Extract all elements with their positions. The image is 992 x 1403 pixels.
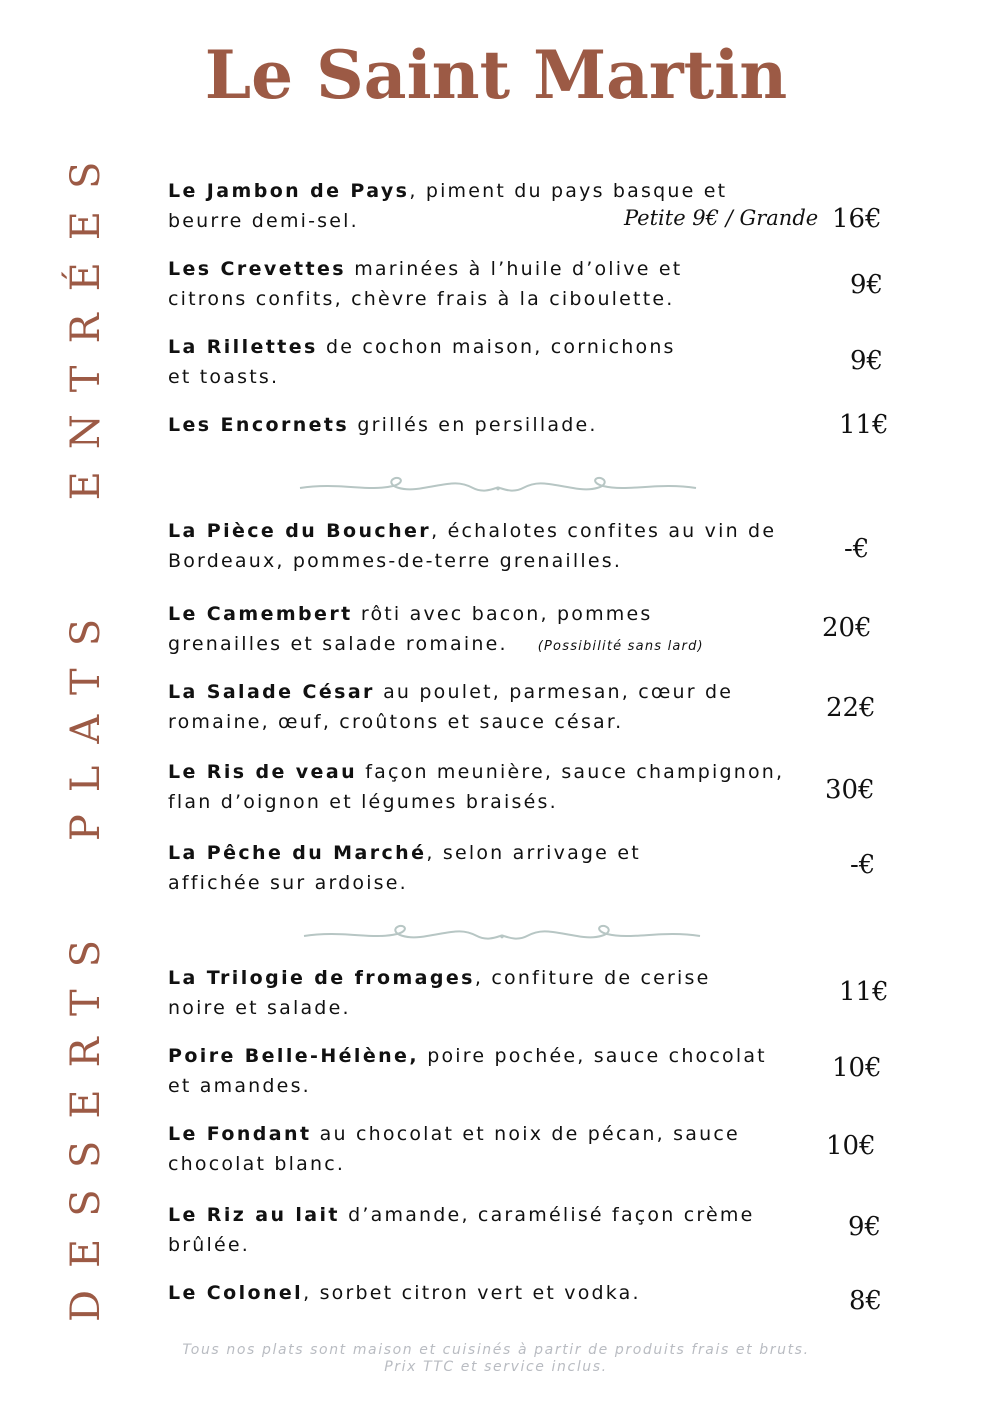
item-text: , piment du pays basque et beurre demi-sel. <box>168 180 728 232</box>
item-price: 30€ <box>825 775 875 805</box>
item-description <box>168 599 768 662</box>
item-name: Les Encornets <box>168 414 350 436</box>
item-price: 11€ <box>839 977 889 1007</box>
item-name: Le Fondant <box>168 1123 312 1145</box>
section-label-plats: PLATS <box>63 596 109 842</box>
item-name: Les Crevettes <box>168 258 346 280</box>
item-text: au poulet, parmesan, cœur de romaine, œuf, croûtons et sauce césar. <box>168 681 734 733</box>
item-price: 9€ <box>848 1212 882 1242</box>
item-price: 9€ <box>850 270 884 300</box>
item-description <box>168 254 768 314</box>
item-name: La Pièce du Boucher <box>168 520 432 542</box>
item-name: La Pêche du Marché <box>168 842 427 864</box>
item-name: Poire Belle-Hélène, <box>168 1045 419 1067</box>
item-description <box>168 1041 768 1101</box>
item-price: -€ <box>850 850 876 880</box>
item-size-prices: Petite 9€ / Grande <box>624 206 819 230</box>
item-name: La Rillettes <box>168 336 318 358</box>
item-text: poire pochée, sauce chocolat et amandes. <box>168 1045 767 1097</box>
ornament-divider <box>298 470 698 502</box>
item-text: , sorbet citron vert et vodka. <box>303 1282 641 1304</box>
item-price: 20€ <box>822 613 872 643</box>
item-text: rôti avec bacon, pommes grenailles et salade romaine. <box>168 603 653 655</box>
item-name: Le Riz au lait <box>168 1204 340 1226</box>
item-price: 10€ <box>832 1053 882 1083</box>
item-text: marinées à l’huile d’olive et citrons confits, chèvre frais à la ciboulette. <box>168 258 683 310</box>
item-price: 16€ <box>832 204 882 234</box>
item-name: La Salade César <box>168 681 375 703</box>
footer-line-2: Prix TTC et service inclus. <box>384 1359 608 1375</box>
item-description <box>168 516 788 576</box>
item-text: d’amande, caramélisé façon crème brûlée. <box>168 1204 755 1256</box>
item-text: grillés en persillade. <box>349 414 598 436</box>
item-text: façon meunière, sauce champignon, flan d’oignon et légumes braisés. <box>168 761 785 813</box>
item-description <box>168 757 788 817</box>
item-description <box>168 677 758 737</box>
section-label-desserts: DESSERTS <box>63 917 109 1323</box>
item-text: au chocolat et noix de pécan, sauce chocolat blanc. <box>168 1123 740 1175</box>
item-text: de cochon maison, cornichons et toasts. <box>168 336 676 388</box>
item-name: Le Colonel <box>168 1282 304 1304</box>
item-price: -€ <box>844 534 870 564</box>
item-price: 10€ <box>826 1131 876 1161</box>
item-text: , confiture de cerise noire et salade. <box>168 967 711 1019</box>
item-price: 11€ <box>839 410 889 440</box>
item-price: 8€ <box>849 1286 883 1316</box>
footer-line-1: Tous nos plats sont maison et cuisinés à partir de produits frais et bruts. <box>182 1342 810 1358</box>
item-description <box>168 838 668 898</box>
item-description <box>168 410 788 440</box>
item-description <box>168 332 688 392</box>
item-name: Le Camembert <box>168 603 353 625</box>
item-name: La Trilogie de fromages <box>168 967 475 989</box>
item-description <box>168 1119 758 1179</box>
item-description <box>168 1278 788 1308</box>
item-text: , échalotes confites au vin de Bordeaux, pommes-de-terre grenailles. <box>168 520 777 572</box>
item-name: Le Ris de veau <box>168 761 357 783</box>
footer-note <box>0 1342 992 1376</box>
restaurant-title: Le Saint Martin <box>204 36 788 114</box>
item-description <box>168 963 748 1023</box>
item-description <box>168 1200 768 1260</box>
item-price: 22€ <box>826 693 876 723</box>
section-label-entrees: ENTRÉES <box>63 139 109 501</box>
item-note: (Possibilité sans lard) <box>537 639 704 654</box>
item-text: , selon arrivage et affichée sur ardoise. <box>168 842 641 894</box>
item-price: 9€ <box>850 346 884 376</box>
ornament-divider <box>302 918 702 950</box>
item-name: Le Jambon de Pays <box>168 180 410 202</box>
